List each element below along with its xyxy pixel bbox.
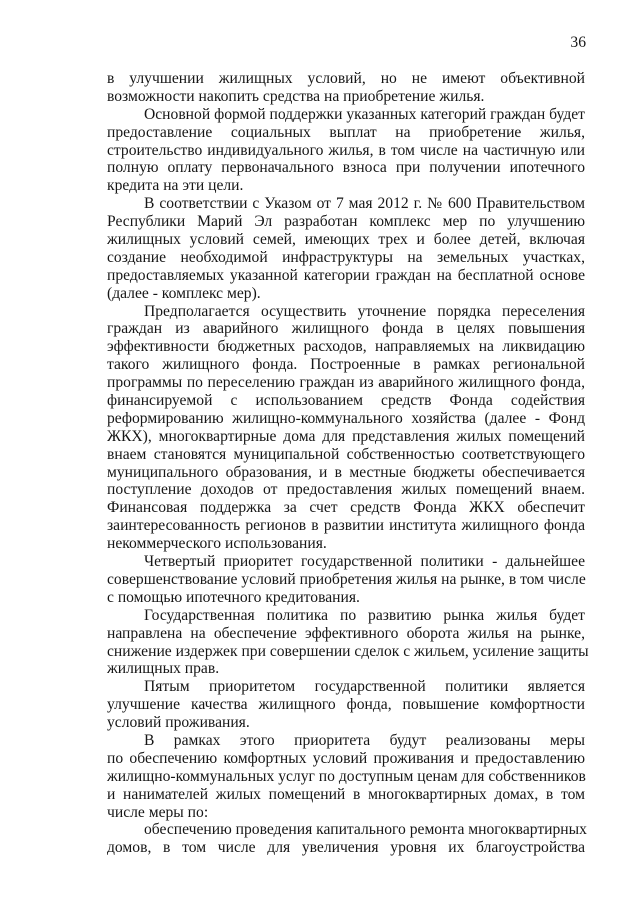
text-line: домов, в том числе для увеличения уровня их благоустройства [107, 839, 585, 857]
text-line: эффективности бюджетных расходов, направляемых на ликвидацию [107, 338, 585, 356]
paragraph [107, 106, 585, 195]
text-line: Пятым приоритетом государственной политики является [144, 678, 585, 696]
text-line: жилищно-коммунальных услуг по доступным ценам для собственников [107, 767, 586, 785]
text-line: Четвертый приоритет государственной политики - дальнейшее [144, 553, 585, 571]
text-line: ЖКХ), многоквартирные дома для представления жилых помещений [107, 427, 585, 445]
text-line: кредита на эти цели. [107, 177, 244, 195]
paragraph [107, 195, 585, 302]
page-number: 36 [570, 34, 586, 51]
document-body [107, 70, 589, 857]
paragraph [107, 821, 585, 857]
paragraph [107, 678, 585, 732]
text-line: Государственная политика по развитию рынка жилья будет [144, 606, 585, 624]
text-line: финансируемой с использованием средств Фонда содействия [107, 392, 585, 410]
text-line: муниципального образования, и в местные бюджеты обеспечивается [107, 463, 585, 481]
paragraph [107, 303, 585, 553]
text-line: предоставление социальных выплат на приобретение жилья, [107, 123, 585, 141]
text-line: такого жилищного фонда. Построенные в рамках региональной [107, 356, 585, 374]
text-line: Финансовая поддержка за счет средств Фонда ЖКХ обеспечит [107, 499, 585, 517]
text-line: программы по переселению граждан из аварийного жилищного фонда, [107, 374, 585, 392]
text-line: создание необходимой инфраструктуры на земельных участках, [107, 248, 585, 266]
text-line: по обеспечению комфортных условий проживания и предоставлению [107, 749, 585, 767]
text-line: обеспечению проведения капитального ремонта многоквартирных [144, 821, 587, 839]
text-line: граждан из аварийного жилищного фонда в целях повышения [107, 320, 585, 338]
text-line: В соответствии с Указом от 7 мая 2012 г. № 600 Правительством [144, 195, 585, 213]
text-line: направлена на обеспечение эффективного оборота жилья на рынке, [107, 624, 585, 642]
text-line: поступление доходов от предоставления жилых помещений внаем. [107, 481, 585, 499]
text-line: жилищных прав. [107, 660, 220, 678]
text-line: В рамках этого приоритета будут реализованы меры [144, 731, 585, 749]
text-line: и нанимателей жилых помещений в многоквартирных домах, в том [107, 785, 585, 803]
text-line: с помощью ипотечного кредитования. [107, 588, 360, 606]
text-line: условий проживания. [107, 714, 250, 732]
text-line: в улучшении жилищных условий, но не имеют объективной [107, 70, 585, 87]
text-line: (далее - комплекс мер). [107, 284, 261, 302]
text-line: предоставляемых указанной категории граждан на бесплатной основе [107, 266, 585, 284]
text-line: жилищных условий семей, имеющих трех и более детей, включая [107, 231, 585, 249]
text-line: возможности накопить средства на приобретение жилья. [107, 87, 485, 105]
text-line: снижение издержек при совершении сделок с жильем, усиление защиты [107, 642, 589, 660]
text-line: строительство индивидуального жилья, в том числе на частичную или [107, 141, 585, 159]
text-line: Основной формой поддержки указанных категорий граждан будет [144, 105, 585, 123]
paragraph [107, 606, 589, 679]
text-line: Предполагается осуществить уточнение порядка переселения [144, 302, 585, 320]
text-line: числе меры по: [107, 803, 209, 821]
text-line: полную оплату первоначального взноса при получении ипотечного [107, 159, 585, 177]
paragraph [107, 70, 585, 106]
paragraph [107, 553, 585, 607]
text-line: Республики Марий Эл разработан комплекс мер по улучшению [107, 213, 585, 231]
text-line: совершенствование условий приобретения жилья на рынке, в том числе [107, 570, 586, 588]
text-line: заинтересованность регионов в развитии института жилищного фонда [107, 517, 585, 535]
paragraph [107, 732, 585, 821]
text-line: улучшение качества жилищного фонда, повышение комфортности [107, 696, 585, 714]
text-line: реформированию жилищно-коммунального хозяйства (далее - Фонд [107, 409, 585, 427]
text-line: внаем становятся муниципальной собственностью соответствующего [107, 445, 585, 463]
text-line: некоммерческого использования. [107, 535, 327, 553]
